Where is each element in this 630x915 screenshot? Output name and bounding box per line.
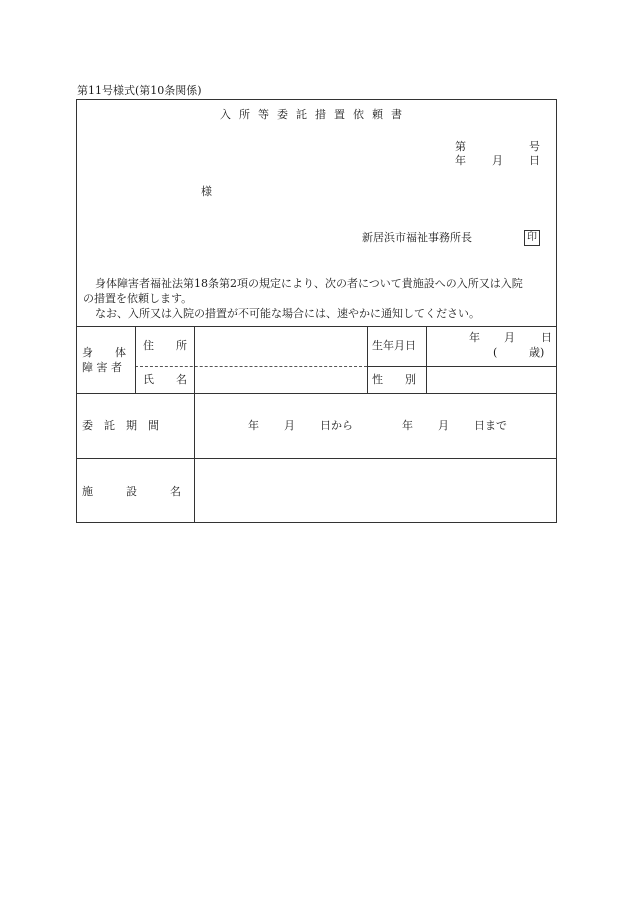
seal-mark: 印: [524, 230, 540, 246]
person-label-line2: 障 害 者: [82, 361, 122, 374]
period-end-day: 日まで: [474, 419, 507, 432]
birth-month-unit: 月: [504, 331, 515, 344]
birth-value-rule: [426, 326, 427, 393]
birth-column-rule: [367, 326, 368, 393]
number-prefix: 第: [455, 140, 466, 153]
address-name-divider: [135, 366, 367, 367]
form-number-label: 第11号様式(第10条関係): [77, 84, 202, 97]
address-label: 住 所: [143, 339, 187, 352]
request-text-line1: 身体障害者福祉法第18条第2項の規定により、次の者について貴施設への入所又は入院: [95, 277, 523, 290]
request-text-line2: の措置を依頼します。: [83, 292, 193, 305]
label-column-rule: [194, 326, 195, 522]
table-rule-facility: [77, 458, 556, 459]
addressee-suffix: 様: [201, 185, 212, 198]
facility-name-label: 施 設 名: [82, 485, 181, 498]
period-start-month: 月: [284, 419, 295, 432]
date-year: 年: [455, 154, 466, 167]
name-label: 氏 名: [143, 373, 187, 386]
birth-year-unit: 年: [469, 331, 480, 344]
table-top-rule: [77, 326, 556, 327]
period-start-year: 年: [248, 419, 259, 432]
number-suffix: 号: [529, 140, 540, 153]
birthdate-label: 生年月日: [372, 339, 416, 352]
birth-gender-divider: [367, 366, 556, 367]
person-label-line1: 身 体: [82, 346, 126, 359]
table-rule-period: [77, 393, 556, 394]
gender-label: 性 別: [372, 373, 416, 386]
request-text-line3: なお、入所又は入院の措置が不可能な場合には、速やかに通知してください。: [95, 307, 480, 320]
document-title: 入所等委託措置依頼書: [220, 108, 410, 121]
person-column-rule: [135, 326, 136, 393]
sender-name: 新居浜市福祉事務所長: [362, 231, 472, 244]
age-open-paren: (: [493, 346, 498, 359]
period-end-year: 年: [402, 419, 413, 432]
period-end-month: 月: [438, 419, 449, 432]
period-start-day: 日から: [320, 419, 353, 432]
age-unit: 歳): [529, 346, 545, 359]
date-day: 日: [529, 154, 540, 167]
period-label: 委 託 期 間: [82, 419, 159, 432]
date-month: 月: [492, 154, 503, 167]
birth-day-unit: 日: [541, 331, 552, 344]
